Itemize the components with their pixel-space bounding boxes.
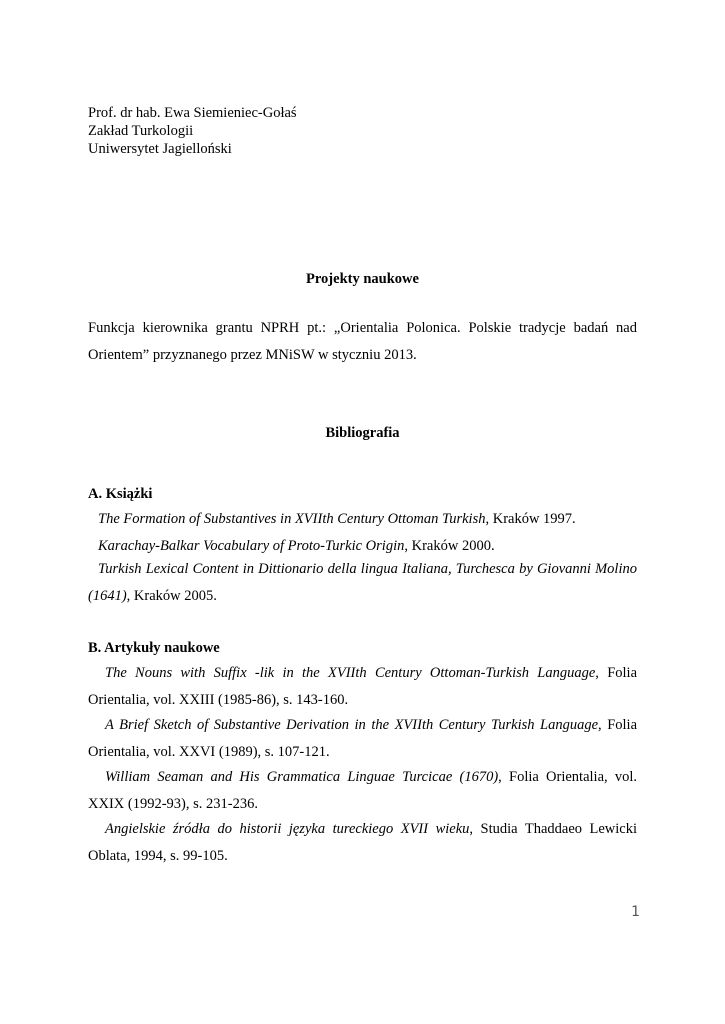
article-entry xyxy=(88,712,637,766)
article-details: , Folia Orientalia, vol. XXIII (1985-86), s. 143-160. xyxy=(88,665,637,708)
book-details: , Kraków 2000. xyxy=(404,538,495,554)
book-title: Karachay-Balkar Vocabulary of Proto-Turkic Origin xyxy=(98,538,405,554)
projects-heading: Projekty naukowe xyxy=(306,271,419,287)
bibliography-heading: Bibliografia xyxy=(325,425,400,441)
book-title: Turkish Lexical Content in Dittionario della lingua Italiana, Turchesca by Giovanni Molino (1641) xyxy=(88,561,637,604)
book-entry xyxy=(88,556,637,610)
page-number: 1 xyxy=(631,904,640,920)
article-title: Angielskie źródła do historii języka tureckiego XVII wieku xyxy=(105,821,470,837)
book-details: , Kraków 1997. xyxy=(485,511,576,527)
article-title: William Seaman and His Grammatica Linguae Turcicae (1670) xyxy=(105,769,499,785)
article-title: A Brief Sketch of Substantive Derivation in the XVIIth Century Turkish Language xyxy=(105,717,599,733)
books-section-title: A. Książki xyxy=(88,486,153,502)
author-university: Uniwersytet Jagielloński xyxy=(88,141,232,157)
projects-paragraph: Funkcja kierownika grantu NPRH pt.: „Orientalia Polonica. Polskie tradycje badań nad Orientem” przyznanego przez MNiSW w styczniu 2013. xyxy=(88,320,637,363)
article-details: , Folia Orientalia, vol. XXVI (1989), s. 107-121. xyxy=(88,717,638,760)
author-department: Zakład Turkologii xyxy=(88,123,194,139)
article-entry xyxy=(88,764,637,818)
article-details: , Folia Orientalia, vol. XXIX (1992-93), s. 231-236. xyxy=(88,769,637,812)
book-entry xyxy=(88,506,637,533)
book-title: The Formation of Substantives in XVIIth Century Ottoman Turkish xyxy=(98,511,486,527)
article-entry xyxy=(88,660,637,714)
article-details: , Studia Thaddaeo Lewicki Oblata, 1994, s. 99-105. xyxy=(88,821,638,864)
article-entry xyxy=(88,816,637,870)
articles-section-title: B. Artykuły naukowe xyxy=(88,640,220,656)
book-details: , Kraków 2005. xyxy=(126,588,217,604)
author-name: Prof. dr hab. Ewa Siemieniec-Gołaś xyxy=(88,105,297,121)
article-title: The Nouns with Suffix -lik in the XVIIth Century Ottoman-Turkish Language xyxy=(105,665,596,681)
author-header xyxy=(88,104,297,158)
